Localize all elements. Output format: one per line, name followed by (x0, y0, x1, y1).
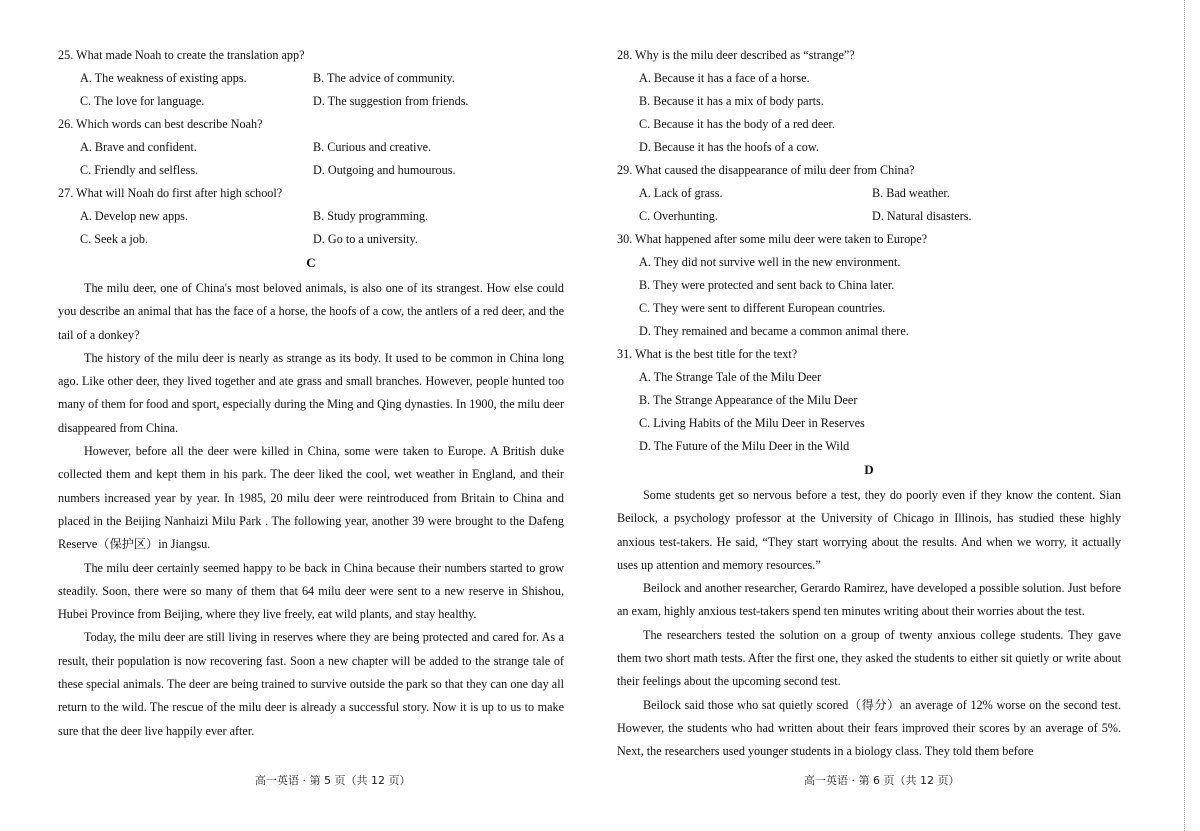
option-27a: A. Develop new apps. (80, 209, 188, 223)
question-29-options (639, 186, 1121, 224)
question-26-stem: 26. Which words can best describe Noah? (58, 117, 263, 131)
option-28c: C. Because it has the body of a red deer. (639, 117, 835, 131)
question-29-stem: 29. What caused the disappearance of milu deer from China? (617, 163, 915, 177)
section-d-heading: D (864, 462, 874, 477)
option-27c: C. Seek a job. (80, 232, 149, 246)
option-29c: C. Overhunting. (639, 209, 718, 223)
option-31c: C. Living Habits of the Milu Deer in Reserves (639, 416, 865, 430)
option-28b: B. Because it has a mix of body parts. (639, 94, 824, 108)
option-30b: B. They were protected and sent back to China later. (639, 278, 895, 292)
option-28d: D. Because it has the hoofs of a cow. (639, 140, 819, 154)
question-28-options (639, 71, 1121, 155)
option-29b: B. Bad weather. (872, 186, 950, 200)
option-26c: C. Friendly and selfless. (80, 163, 199, 177)
question-30-options (639, 255, 1121, 339)
option-27d: D. Go to a university. (313, 232, 418, 246)
question-28-stem: 28. Why is the milu deer described as “strange”? (617, 48, 855, 62)
passage-d-paragraph: Beilock said those who sat quietly scored（得分）an average of 12% worse on the second test. However, the students who had written about their fears improved their scores by an average of 5%. Next, the researchers used younger students in a biology class. They told them before (617, 697, 1121, 759)
passage-d-paragraph: Some students get so nervous before a test, they do poorly even if they know the content. Sian Beilock, a psychology professor at the University of Chicago in Illinois, has studied these highly anxious test-takers. He said, “They start worrying about the results. And when we worry, it actually uses up attention and memory resources.” (617, 488, 1121, 572)
option-31a: A. The Strange Tale of the Milu Deer (639, 370, 822, 384)
option-29a: A. Lack of grass. (639, 186, 723, 200)
question-31-options (639, 370, 1121, 454)
passage-d-paragraph: The researchers tested the solution on a group of twenty anxious college students. They gave them two short math tests. After the first one, they asked the students to either sit quietly or write about their feelings about the upcoming second test. (617, 627, 1121, 689)
option-26a: A. Brave and confident. (80, 140, 197, 154)
question-25-stem: 25. What made Noah to create the translation app? (58, 48, 305, 62)
option-30d: D. They remained and became a common animal there. (639, 324, 909, 338)
option-25a: A. The weakness of existing apps. (80, 71, 247, 85)
page-edge-divider (1184, 0, 1185, 831)
option-27b: B. Study programming. (313, 209, 429, 223)
passage-c-paragraph: Today, the milu deer are still living in reserves where they are being protected and cared for. As a result, their population is now recovering fast. Soon a new chapter will be added to the strange tale of these special animals. The deer are being trained to survive outside the park so that they can one day all return to the wild. The rescue of the milu deer is already a successful story. Now it is up to us to make sure that the deer live happily ever after. (58, 630, 564, 738)
option-30a: A. They did not survive well in the new environment. (639, 255, 901, 269)
question-25-options (80, 71, 564, 109)
left-page (58, 48, 564, 743)
passage-d-paragraph: Beilock and another researcher, Gerardo Ramirez, have developed a possible solution. Just before an exam, highly anxious test-takers spend ten minutes writing about their worries about the test. (617, 581, 1121, 619)
option-26d: D. Outgoing and humourous. (313, 163, 456, 177)
option-31b: B. The Strange Appearance of the Milu Deer (639, 393, 858, 407)
option-25d: D. The suggestion from friends. (313, 94, 469, 108)
option-26b: B. Curious and creative. (313, 140, 432, 154)
option-29d: D. Natural disasters. (872, 209, 972, 223)
passage-c-paragraph: The history of the milu deer is nearly as strange as its body. It used to be common in China long ago. Like other deer, they lived together and ate grass and small branches. However, people hunted too many of them for food and sport, especially during the Ming and Qing dynasties. In 1900, the milu deer disappeared from China. (58, 350, 565, 435)
option-30c: C. They were sent to different European countries. (639, 301, 886, 315)
option-25b: B. The advice of community. (313, 71, 455, 85)
question-27-stem: 27. What will Noah do first after high school? (58, 186, 283, 200)
question-27-options (80, 209, 564, 247)
section-c-heading: C (306, 255, 316, 270)
passage-c-paragraph: However, before all the deer were killed in China, some were taken to Europe. A British duke collected them and kept them in his park. The deer liked the cool, wet weather in England, and their numbers increased year by year. In 1985, 20 milu deer were reintroduced from Britain to China and placed in the Beijing Nanhaizi Milu Park . The following year, another 39 were brought to the Dafeng Reserve（保护区）in Jiangsu. (58, 444, 564, 552)
option-31d: D. The Future of the Milu Deer in the Wild (639, 439, 850, 453)
option-25c: C. The love for language. (80, 94, 205, 108)
passage-c-paragraph: The milu deer, one of China's most beloved animals, is also one of its strangest. How else could you describe an animal that has the face of a horse, the hoofs of a cow, the antlers of a red deer, and the tail of a donkey? (58, 281, 564, 342)
passage-c-paragraph: The milu deer certainly seemed happy to be back in China because their numbers started to grow steadily. Soon, there were so many of them that 64 milu deer were sent to a new reserve in Shishou, Hubei Province from Beijing, where they live freely, eat wild plants, and stay healthy. (58, 560, 564, 622)
option-28a: A. Because it has a face of a horse. (639, 71, 810, 85)
page-footer-left: 高一英语 · 第 5 页（共 12 页） (255, 774, 411, 787)
question-31-stem: 31. What is the best title for the text? (617, 347, 798, 361)
question-26-options (80, 140, 564, 178)
right-page (617, 48, 1121, 764)
page-footer-right: 高一英语 · 第 6 页（共 12 页） (804, 774, 960, 787)
question-30-stem: 30. What happened after some milu deer were taken to Europe? (617, 232, 928, 246)
